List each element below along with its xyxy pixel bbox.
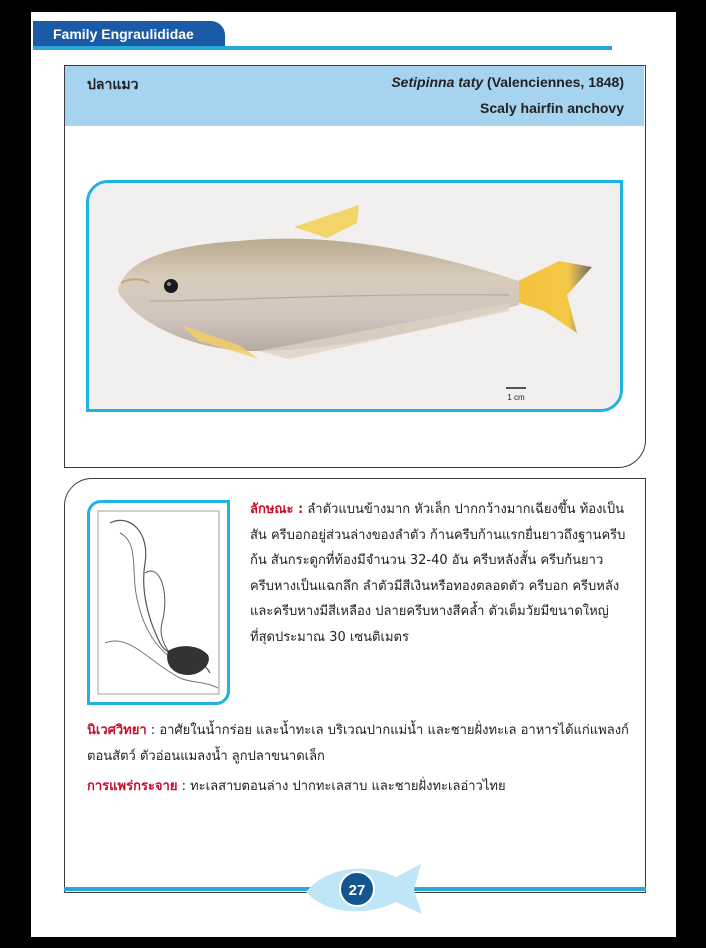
ecology-text: : อาศัยในน้ำกร่อย และน้ำทะเล บริเวณปากแม่น้ำ และชายฝั่งทะเล อาหารได้แก่แพลงก์ตอนสัตว์ ตัวอ่อนแมลงน้ำ ลูกปลาขนาดเล็ก [87, 723, 629, 764]
scale-label: 1 cm [507, 393, 525, 402]
species-binomial: Setipinna taty [391, 74, 484, 90]
ecology-paragraph [87, 718, 632, 769]
species-card [64, 65, 646, 468]
distribution-area [167, 646, 209, 675]
distribution-map [87, 500, 230, 705]
header-rule [33, 46, 612, 50]
species-header-band [65, 66, 644, 126]
scientific-name [391, 74, 624, 90]
page-number: 27 [339, 871, 375, 907]
distribution-text: : ทะเลสาบตอนล่าง ปากทะเลสาบ และชายฝั่งทะเลอ่าวไทย [177, 779, 506, 794]
common-name: Scaly hairfin anchovy [480, 100, 624, 116]
family-tab: Family Engraulididae [33, 21, 225, 47]
characteristics-text: ลำตัวแบนข้างมาก หัวเล็ก ปากกว้างมากเฉียงขึ้น ท้องเป็นสัน ครีบอกอยู่ส่วนล่างของลำตัว ก้านครีบก้านแรกยื่นยาวถึงฐานครีบก้น สันกระดูกที่ท้องมีจำนวน 32-40 อัน ครีบหลังสั้น ครีบก้นยาว ครีบหางเป็นแฉกลึก ลำตัวมีสีเงินหรือทองตลอดตัว ครีบอก ครีบหลังและครีบหางมีสีเหลือง ปลายครีบหางสีคล้ำ ตัวเต็มวัยมีขนาดใหญ่ที่สุดประมาณ 30 เซนติเมตร [250, 502, 626, 645]
ecology-label: นิเวศวิทยา [87, 723, 147, 738]
description-card [64, 478, 646, 893]
characteristics-paragraph [250, 497, 630, 650]
fish-eye [164, 279, 178, 293]
distribution-paragraph [87, 774, 632, 800]
characteristics-label: ลักษณะ : [250, 502, 304, 517]
thai-name: ปลาแมว [87, 77, 139, 93]
fish-photo [86, 180, 623, 412]
species-author: (Valenciennes, 1848) [487, 74, 624, 90]
distribution-label: การแพร่กระจาย [87, 779, 178, 794]
